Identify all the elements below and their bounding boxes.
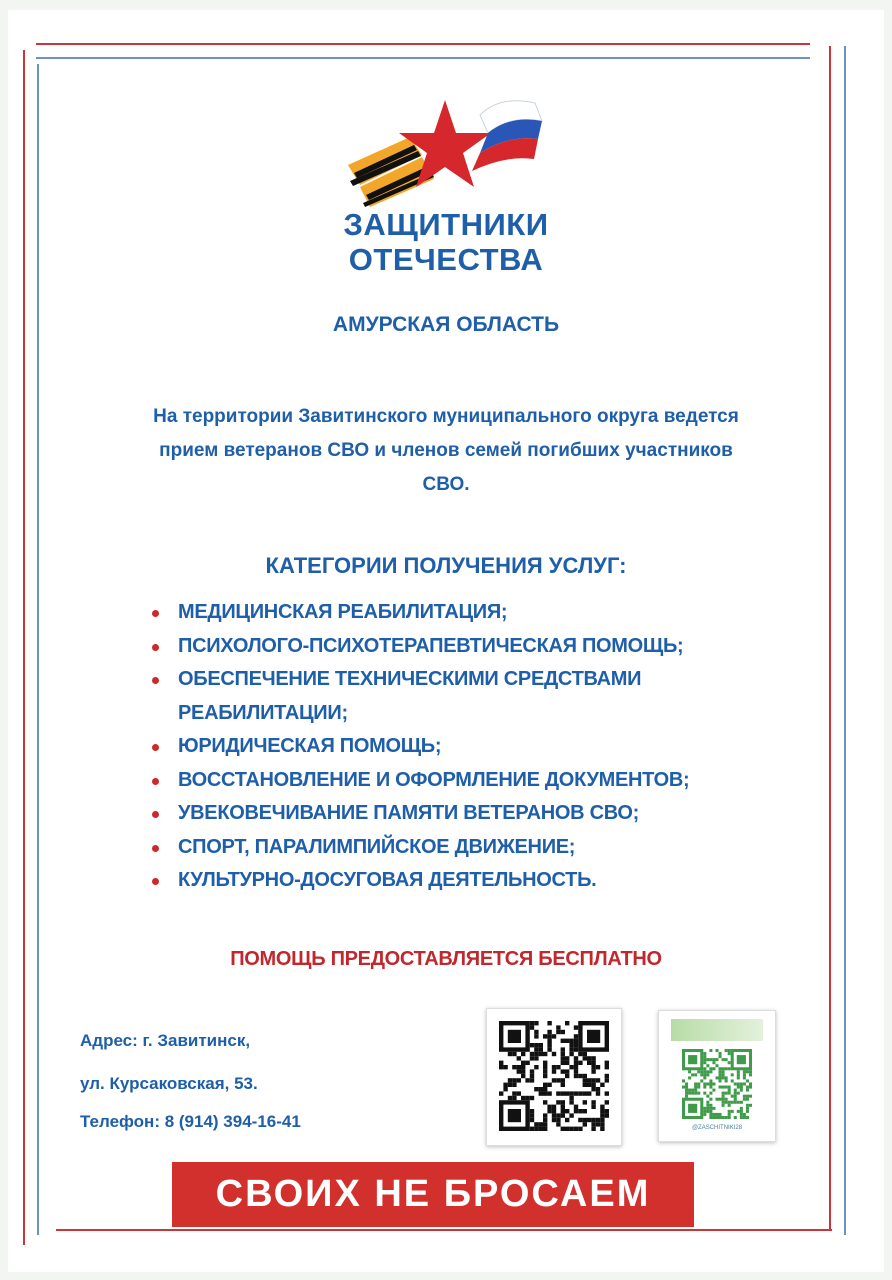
bullet-icon [152, 644, 159, 651]
service-item [150, 630, 850, 664]
intro-text [70, 400, 822, 502]
service-item [150, 864, 850, 898]
service-item-text: РЕАБИЛИТАЦИИ; [178, 701, 348, 724]
service-item-text: ВОССТАНОВЛЕНИЕ И ОФОРМЛЕНИЕ ДОКУМЕНТОВ; [178, 768, 690, 791]
address-line1: Адрес: г. Завитинск, [80, 1031, 251, 1050]
qr-code-icon [682, 1049, 752, 1119]
bullet-icon [152, 878, 159, 885]
service-item-text: УВЕКОВЕЧИВАНИЕ ПАМЯТИ ВЕТЕРАНОВ СВО; [178, 802, 639, 824]
service-item [150, 730, 850, 764]
slogan-banner: СВОИХ НЕ БРОСАЕМ [172, 1162, 694, 1227]
free-notice: ПОМОЩЬ ПРЕДОСТАВЛЯЕТСЯ БЕСПЛАТНО [230, 948, 662, 970]
service-item [150, 797, 850, 831]
service-item [150, 596, 850, 630]
phone-number: Телефон: 8 (914) 394-16-41 [80, 1112, 301, 1131]
defenders-logo [330, 95, 560, 215]
bullet-icon [152, 811, 159, 818]
qr-card-2[interactable] [658, 1010, 776, 1142]
address-line2: ул. Курсаковская, 53. [80, 1074, 258, 1093]
bullet-icon [152, 845, 159, 852]
brand-title-line1: ЗАЩИТНИКИ [343, 207, 549, 242]
intro-line: СВО. [422, 474, 470, 495]
service-item [150, 831, 850, 865]
service-item-text: МЕДИЦИНСКАЯ РЕАБИЛИТАЦИЯ; [178, 601, 508, 623]
region-title: АМУРСКАЯ ОБЛАСТЬ [332, 313, 560, 336]
services-list [150, 596, 850, 898]
service-item [150, 663, 850, 730]
qr-card-1[interactable] [486, 1008, 622, 1146]
categories-title: КАТЕГОРИИ ПОЛУЧЕНИЯ УСЛУГ: [265, 553, 627, 578]
qr-code-icon [499, 1021, 609, 1131]
intro-line: прием ветеранов СВО и членов семей погибших участников [159, 440, 733, 461]
service-item-text: ЮРИДИЧЕСКАЯ ПОМОЩЬ; [178, 735, 442, 757]
brand-title-line2: ОТЕЧЕСТВА [348, 242, 544, 277]
bullet-icon [152, 677, 159, 684]
bullet-icon [152, 610, 159, 617]
service-item-text: ПСИХОЛОГО-ПСИХОТЕРАПЕВТИЧЕСКАЯ ПОМОЩЬ; [178, 634, 684, 657]
qr-card-header [671, 1019, 763, 1041]
bullet-icon [152, 744, 159, 751]
service-item-text: СПОРТ, ПАРАЛИМПИЙСКОЕ ДВИЖЕНИЕ; [178, 835, 576, 858]
qr-caption: @ZASCHITNIKI28 [691, 1125, 743, 1131]
service-item [150, 764, 850, 798]
intro-line: На территории Завитинского муниципального округа ведется [153, 406, 739, 427]
service-item-text: ОБЕСПЕЧЕНИЕ ТЕХНИЧЕСКИМИ СРЕДСТВАМИ [178, 668, 642, 690]
bullet-icon [152, 778, 159, 785]
service-item-text: КУЛЬТУРНО-ДОСУГОВАЯ ДЕЯТЕЛЬНОСТЬ. [178, 869, 597, 891]
